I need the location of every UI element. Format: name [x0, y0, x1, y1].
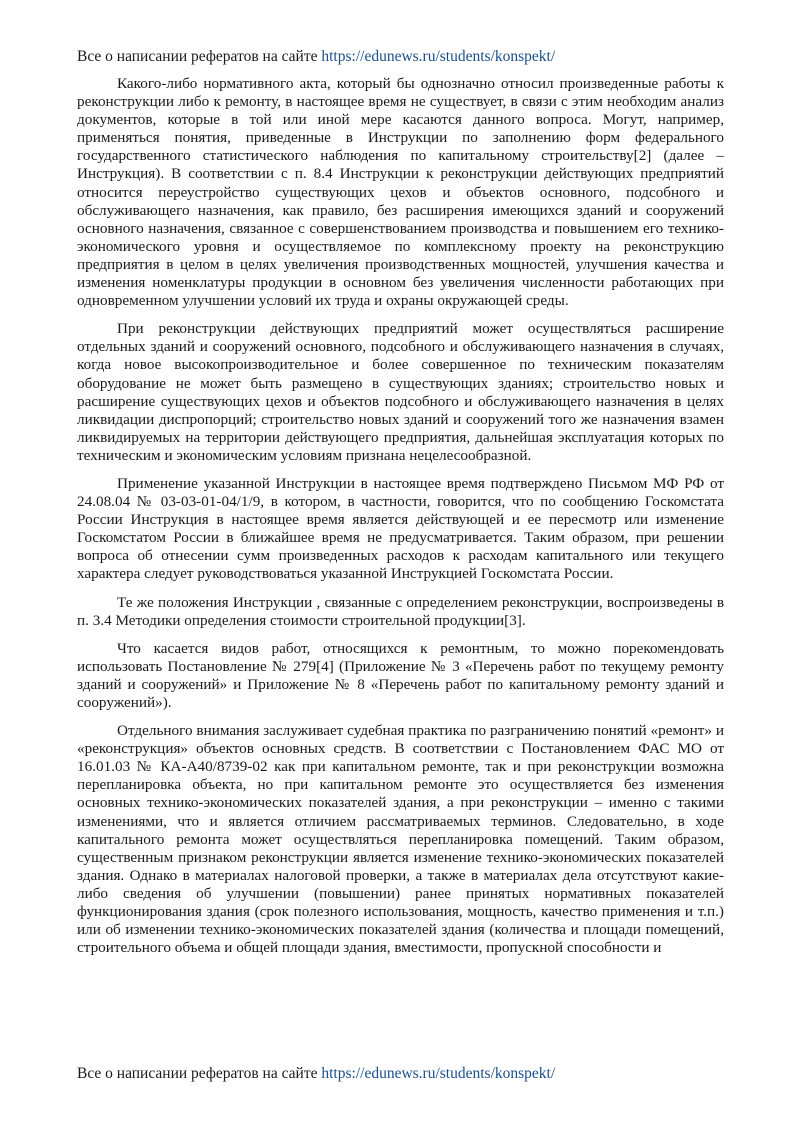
- footer-text: Все о написании рефератов на сайте: [77, 1065, 318, 1082]
- header-link[interactable]: https://edunews.ru/students/konspekt/: [321, 48, 556, 65]
- page-header: [77, 47, 555, 67]
- paragraph-5: Что касается видов работ, относящихся к ремонтным, то можно порекомендовать использовать Постановление № 279[4] (Приложение № 3 «Перечень работ по текущему ремонту зданий и сооружений» и Приложение № 8 «Перечень работ по капитальному ремонту зданий и сооружений»).: [77, 639, 724, 711]
- page-footer: [77, 1064, 555, 1084]
- paragraph-1: Какого-либо нормативного акта, который бы однозначно относил произведенные работы к реконструкции либо к ремонту, в настоящее время не существует, в связи с этим необходим анализ документов, которые в той или иной мере касаются данного вопроса. Могут, например, применяться понятия, приведенные в Инструкции по заполнению форм федерального государственного статистического наблюдения по капитальному строительству[2] (далее – Инструкция). В соответствии с п. 8.4 Инструкции к реконструкции действующих предприятий относится переустройство существующих цехов и объектов основного, подсобного и обслуживающего назначения, как правило, без расширения имеющихся зданий и сооружений основного назначения, связанное с совершенствованием производства и повышением его технико-экономического уровня и осуществляемое по комплексному проекту на реконструкцию предприятия в целом в целях увеличения производственных мощностей, улучшения качества и изменения номенклатуры продукции в основном без увеличения численности работающих при одновременном улучшении условий их труда и охраны окружающей среды.: [77, 75, 724, 310]
- document-body: [77, 75, 724, 967]
- paragraph-2: При реконструкции действующих предприятий может осуществляться расширение отдельных зданий и сооружений основного, подсобного и обслуживающего назначения в случаях, когда новое высокопроизводительное и более совершенное по техническим показателям оборудование не может быть размещено в существующих зданиях; строительство новых и расширение существующих цехов и объектов подсобного и обслуживающего назначения в целях ликвидации диспропорций; строительство новых зданий и сооружений того же назначения взамен ликвидируемых на территории действующего предприятия, дальнейшая эксплуатация которых по техническим и экономическим условиям признана нецелесообразной.: [77, 320, 724, 464]
- paragraph-4: Те же положения Инструкции , связанные с определением реконструкции, воспроизведены в п. 3.4 Методики определения стоимости строительной продукции[3].: [77, 593, 724, 629]
- paragraph-3: Применение указанной Инструкции в настоящее время подтверждено Письмом МФ РФ от 24.08.04 № 03-03-01-04/1/9, в котором, в частности, говорится, что по сообщению Госкомстата России Инструкция в настоящее время является действующей и ее пересмотр или изменение Госкомстатом России в ближайшее время не предусматривается. Таким образом, при решении вопроса об отнесении сумм произведенных расходов к расходам капитального или текущего характера следует руководствоваться указанной Инструкцией Госкомстата России.: [77, 474, 724, 583]
- paragraph-6: Отдельного внимания заслуживает судебная практика по разграничению понятий «ремонт» и «реконструкция» объектов основных средств. В соответствии с Постановлением ФАС МО от 16.01.03 № КА-А40/8739-02 как при капитальном ремонте, так и при реконструкции возможна перепланировка объекта, но при капитальном ремонте это осуществляется без изменения основных технико-экономических показателей здания, а при реконструкции – именно с такими изменениями, что и является отличием рассматриваемых терминов. Следовательно, в ходе капитального ремонта может осуществляться перепланировка помещений. Таким образом, существенным признаком реконструкции является изменение технико-экономических показателей здания. Однако в материалах налоговой проверки, а также в материалах дела отсутствуют какие-либо сведения об улучшении (повышении) ранее принятых нормативных показателей функционирования здания (срок полезного использования, мощность, качество применения и т.п.) или об изменении технико-экономических показателей здания (количества и площади помещений, строительного объема и общей площади здания, вместимости, пропускной способности и: [77, 722, 724, 957]
- footer-link[interactable]: https://edunews.ru/students/konspekt/: [321, 1065, 556, 1082]
- header-text: Все о написании рефератов на сайте: [77, 48, 318, 65]
